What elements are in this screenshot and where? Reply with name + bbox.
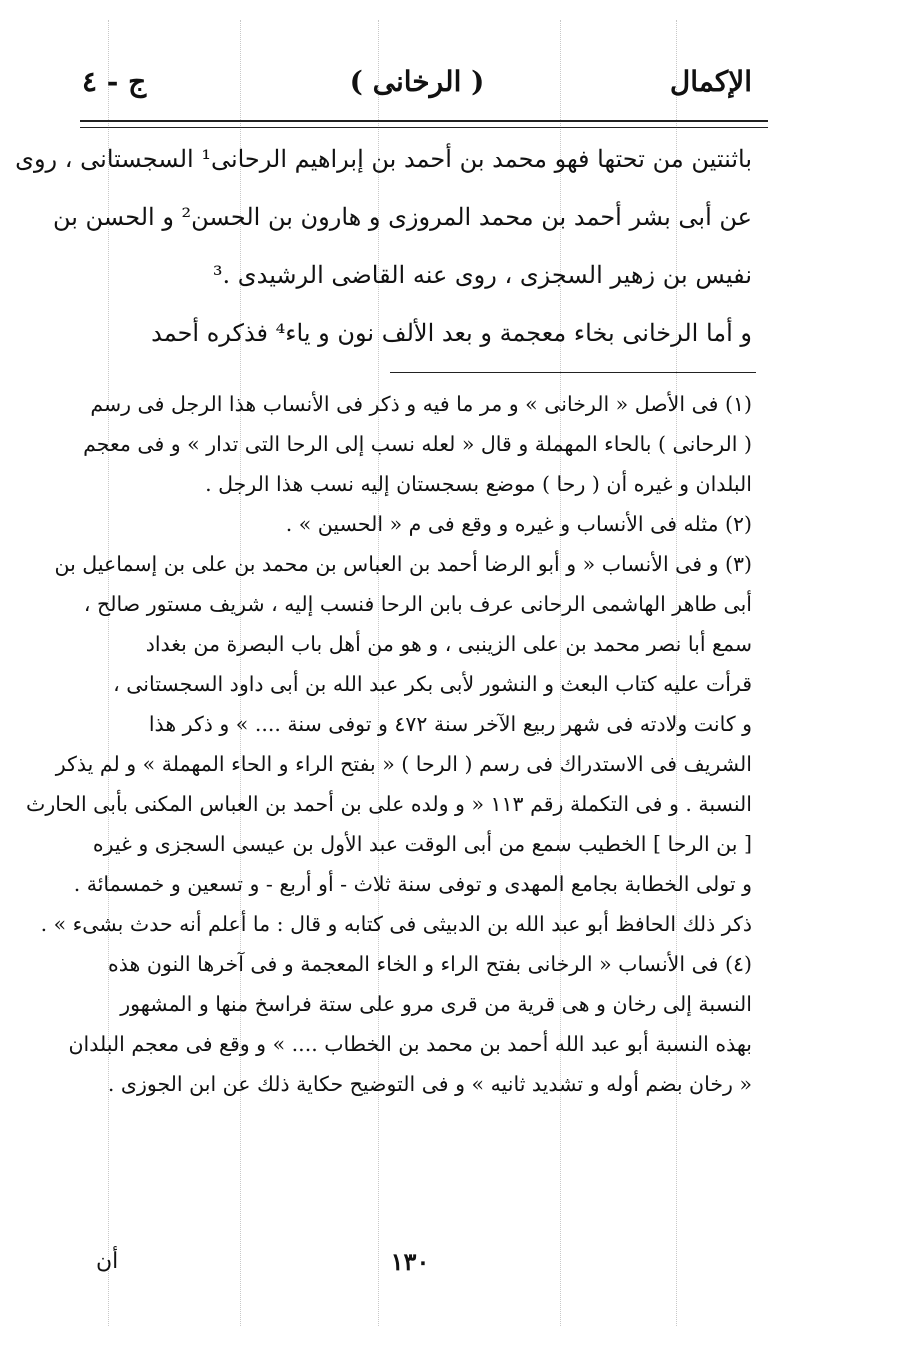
footnote-line: ذكر ذلك الحافظ أبو عبد الله بن الدبيثى فى كتابه و قال : ما أعلم أنه حدث بشىء » . (40, 912, 752, 936)
footnote-line: و تولى الخطابة بجامع المهدى و توفى سنة ثلاث - أو أربع - و تسعين و خمسمائة . (73, 872, 752, 896)
footnotes (26, 384, 752, 1104)
footnote-line: و كانت ولادته فى شهر ربيع الآخر سنة ٤٧٢ و توفى سنة .... » و ذكر هذا (148, 712, 752, 736)
footnote-line: أبى طاهر الهاشمى الرحانى عرف بابن الرحا فنسب إليه ، شريف مستور صالح ، (83, 592, 752, 616)
footnote-line: (٤) فى الأنساب « الرخانى بفتح الراء و الخاء المعجمة و فى آخرها النون هذه (108, 952, 752, 976)
footnote-line: « رخان بضم أوله و تشديد ثانيه » و فى التوضيح حكاية ذلك عن ابن الجوزى . (107, 1072, 752, 1096)
footnote-line: البلدان و غيره أن ( رحا ) موضع بسجستان إليه نسب هذا الرجل . (205, 472, 752, 496)
footnote-line: بهذه النسبة أبو عبد الله أحمد بن محمد بن الخطاب .... » و وقع فى معجم البلدان (68, 1032, 752, 1056)
header-book-title: الإكمال (669, 65, 752, 98)
footnote-line: (١) فى الأصل « الرخانى » و مر ما فيه و ذكر فى الأنساب هذا الرجل فى رسم (90, 392, 752, 416)
footnote-line: الشريف فى الاستدراك فى رسم ( الرحا ) « بفتح الراء و الحاء المهملة » و لم يذكر (55, 752, 752, 776)
main-text-line: و أما الرخانى بخاء معجمة و بعد الألف نون و ياء⁴ فذكره أحمد (151, 319, 752, 347)
footnote-line: قرأت عليه كتاب البعث و النشور لأبى بكر عبد الله بن أبى داود السجستانى ، (113, 672, 752, 696)
header-rule (80, 120, 768, 122)
footnote-line: سمع أبا نصر محمد بن على الزينبى ، و هو من أهل باب البصرة من بغداد (145, 632, 752, 656)
header-rule-thin (80, 127, 768, 128)
catchword: أن (96, 1249, 119, 1274)
header-volume: ج - ٤ (82, 65, 147, 98)
running-header (82, 62, 752, 108)
footnote-separator (390, 372, 756, 373)
main-text-line: عن أبى بشر أحمد بن محمد المروزى و هارون بن الحسن² و الحسن بن (52, 203, 752, 231)
header-section-title: ( الرخانى ) (349, 65, 485, 98)
footnote-line: النسبة إلى رخان و هى قرية من قرى مرو على ستة فراسخ منها و المشهور (120, 992, 752, 1016)
main-text-line: باثنتين من تحتها فهو محمد بن أحمد بن إبراهيم الرحانى¹ السجستانى ، روى (15, 145, 752, 173)
footnote-line: [ بن الرحا ] الخطيب سمع من أبى الوقت عبد الأول بن عيسى السجزى و غيره (92, 832, 752, 856)
page-number: ١٣٠ (390, 1247, 430, 1276)
footnote-line: النسبة . و فى التكملة رقم ١١٣ « و ولده على بن أحمد بن العباس المكنى بأبى الحارث (26, 792, 752, 816)
footnote-line: (٢) مثله فى الأنساب و غيره و وقع فى م « الحسين » . (285, 512, 752, 536)
main-text (15, 130, 752, 362)
footnote-line: (٣) و فى الأنساب « و أبو الرضا أحمد بن العباس بن محمد بن على بن إسماعيل بن (54, 552, 752, 576)
main-text-line: نفيس بن زهير السجزى ، روى عنه القاضى الرشيدى .³ (212, 261, 752, 289)
footnote-line: ( الرحانى ) بالحاء المهملة و قال « لعله نسب إلى الرحا التى تدار » و فى معجم (83, 432, 752, 456)
